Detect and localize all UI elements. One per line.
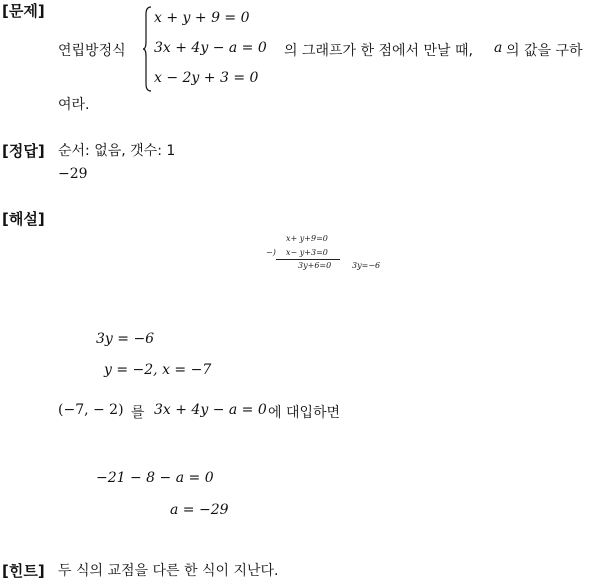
answer-meta: 순서: 없음, 갯수: 1: [58, 143, 176, 159]
answer-value: −29: [58, 166, 88, 182]
substitution-text-1: 를: [131, 405, 145, 421]
problem-text-2: 의 값을 구하: [506, 43, 583, 59]
elimination-result: 3y+6=0: [298, 261, 332, 270]
hint-label: [힌트]: [2, 562, 45, 580]
problem-intro: 연립방정식: [58, 43, 126, 59]
elimination-minus: −): [266, 248, 276, 257]
problem-text-cont: 여라.: [58, 97, 90, 113]
elimination-rule: [276, 259, 340, 260]
equation-1: x + y + 9 = 0: [154, 10, 250, 26]
solution-step-4: a = −29: [170, 502, 229, 518]
solution-step-3: −21 − 8 − a = 0: [96, 470, 214, 486]
solution-label: [해설]: [2, 210, 45, 228]
substitution-equation: 3x + 4y − a = 0: [154, 402, 267, 418]
hint-text: 두 식의 교점을 다른 한 식이 지난다.: [58, 563, 279, 579]
problem-variable-a: a: [494, 40, 503, 56]
substitution-point: (−7, − 2): [58, 402, 124, 418]
solution-step-2: y = −2, x = −7: [104, 362, 212, 378]
elimination-line-1: x+ y+9=0: [286, 234, 328, 243]
elimination-side-note: 3y=−6: [352, 261, 381, 270]
solution-step-1: 3y = −6: [96, 331, 155, 347]
problem-label: [문제]: [2, 2, 45, 20]
equation-3: x − 2y + 3 = 0: [154, 70, 259, 86]
equation-2: 3x + 4y − a = 0: [154, 40, 267, 56]
elimination-line-2: x− y+3=0: [286, 248, 328, 257]
substitution-text-2: 에 대입하면: [268, 405, 341, 421]
system-brace: [142, 6, 152, 92]
answer-label: [정답]: [2, 142, 45, 160]
problem-text-1: 의 그래프가 한 점에서 만날 때,: [284, 43, 473, 59]
